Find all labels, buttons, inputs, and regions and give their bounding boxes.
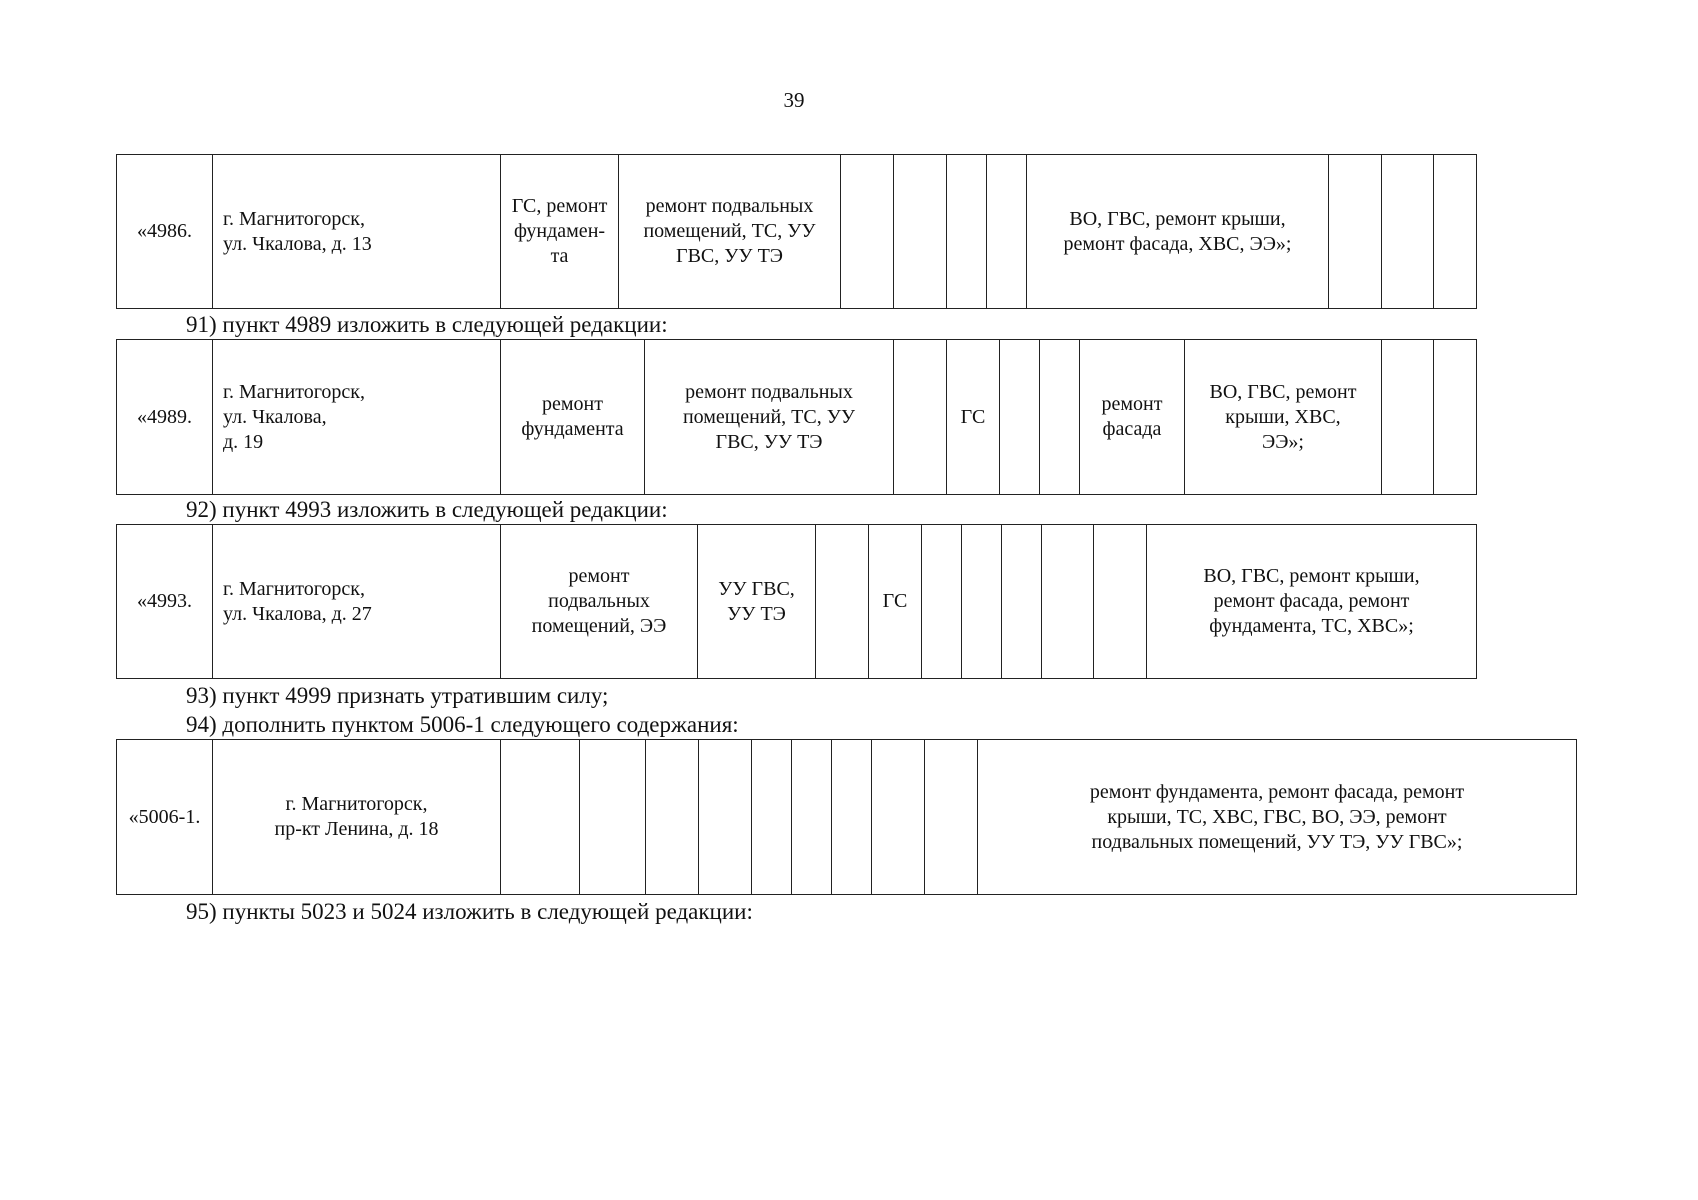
empty-cell bbox=[962, 525, 1002, 679]
empty-cell bbox=[832, 740, 872, 895]
empty-cell bbox=[1040, 340, 1080, 495]
empty-cell bbox=[816, 525, 869, 679]
address-cell: г. Магнитогорск, ул. Чкалова, д. 27 bbox=[213, 525, 501, 679]
table-row bbox=[117, 155, 1477, 309]
table-item-4989 bbox=[116, 339, 1477, 495]
paragraph-91: 91) пункт 4989 изложить в следующей редакции: bbox=[186, 312, 668, 337]
work-type-cell: УУ ГВС, УУ ТЭ bbox=[698, 525, 816, 679]
empty-cell bbox=[872, 740, 925, 895]
address-cell: г. Магнитогорск, ул. Чкалова, д. 19 bbox=[213, 340, 501, 495]
paragraph-95: 95) пункты 5023 и 5024 изложить в следующей редакции: bbox=[186, 899, 753, 924]
table-row bbox=[117, 525, 1477, 679]
paragraph-92: 92) пункт 4993 изложить в следующей редакции: bbox=[186, 497, 668, 522]
empty-cell bbox=[894, 340, 947, 495]
empty-cell bbox=[699, 740, 752, 895]
empty-cell bbox=[752, 740, 792, 895]
item-number-cell: «5006-1. bbox=[117, 740, 213, 895]
table-row bbox=[117, 740, 1577, 895]
empty-cell bbox=[1382, 155, 1434, 309]
empty-cell bbox=[925, 740, 978, 895]
work-type-cell: ВО, ГВС, ремонт крыши, ХВС, ЭЭ»; bbox=[1185, 340, 1382, 495]
work-type-cell: ремонт фундамента bbox=[501, 340, 645, 495]
empty-cell bbox=[1094, 525, 1147, 679]
table-item-5006-1 bbox=[116, 739, 1577, 895]
empty-cell bbox=[1329, 155, 1382, 309]
work-type-cell: ГС, ремонт фундамен- та bbox=[501, 155, 619, 309]
empty-cell bbox=[1042, 525, 1094, 679]
work-type-cell: ГС bbox=[947, 340, 1000, 495]
address-cell: г. Магнитогорск, ул. Чкалова, д. 13 bbox=[213, 155, 501, 309]
empty-cell bbox=[1002, 525, 1042, 679]
empty-cell bbox=[1000, 340, 1040, 495]
empty-cell bbox=[1434, 155, 1477, 309]
empty-cell bbox=[646, 740, 699, 895]
empty-cell bbox=[580, 740, 646, 895]
empty-cell bbox=[947, 155, 987, 309]
empty-cell bbox=[1382, 340, 1434, 495]
paragraph-94: 94) дополнить пунктом 5006-1 следующего содержания: bbox=[186, 712, 739, 737]
item-number-cell: «4986. bbox=[117, 155, 213, 309]
empty-cell bbox=[987, 155, 1027, 309]
table-row bbox=[117, 340, 1477, 495]
item-number-cell: «4993. bbox=[117, 525, 213, 679]
table-item-4993 bbox=[116, 524, 1477, 679]
work-type-cell: ГС bbox=[869, 525, 922, 679]
page-number: 39 bbox=[783, 88, 805, 112]
table-item-4986 bbox=[116, 154, 1477, 309]
work-type-cell: ВО, ГВС, ремонт крыши, ремонт фасада, ремонт фундамента, ТС, ХВС»; bbox=[1147, 525, 1477, 679]
work-type-cell: ремонт фундамента, ремонт фасада, ремонт крыши, ТС, ХВС, ГВС, ВО, ЭЭ, ремонт подвальных помещений, УУ ТЭ, УУ ГВС»; bbox=[978, 740, 1577, 895]
empty-cell bbox=[922, 525, 962, 679]
work-type-cell: ремонт фасада bbox=[1080, 340, 1185, 495]
empty-cell bbox=[792, 740, 832, 895]
empty-cell bbox=[894, 155, 947, 309]
work-type-cell: ВО, ГВС, ремонт крыши, ремонт фасада, ХВС, ЭЭ»; bbox=[1027, 155, 1329, 309]
work-type-cell: ремонт подвальных помещений, ЭЭ bbox=[501, 525, 698, 679]
address-cell: г. Магнитогорск, пр-кт Ленина, д. 18 bbox=[213, 740, 501, 895]
item-number-cell: «4989. bbox=[117, 340, 213, 495]
empty-cell bbox=[501, 740, 580, 895]
work-type-cell: ремонт подвальных помещений, ТС, УУ ГВС, УУ ТЭ bbox=[645, 340, 894, 495]
empty-cell bbox=[841, 155, 894, 309]
paragraph-93: 93) пункт 4999 признать утратившим силу; bbox=[186, 683, 609, 708]
empty-cell bbox=[1434, 340, 1477, 495]
work-type-cell: ремонт подвальных помещений, ТС, УУ ГВС, УУ ТЭ bbox=[619, 155, 841, 309]
